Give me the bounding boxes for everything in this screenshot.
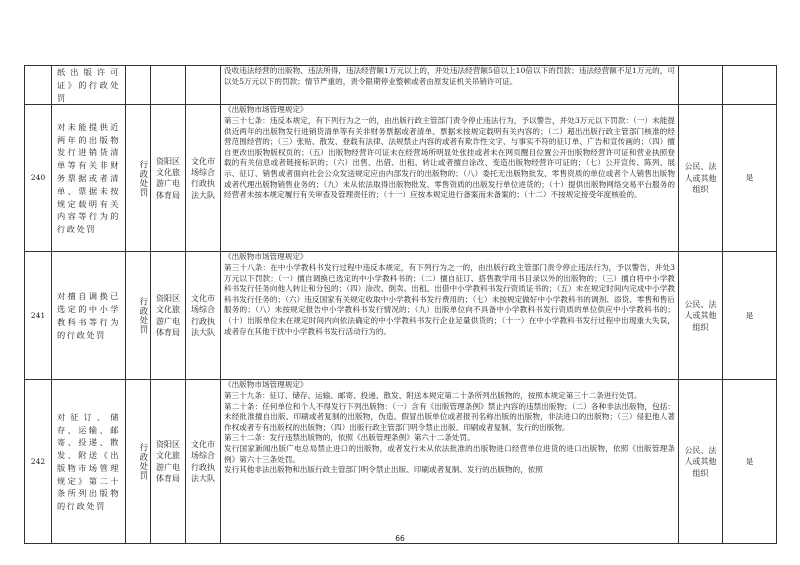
target-subject: 公民、法人或其他组织: [679, 380, 723, 544]
basis-line: 第三十七条：违反本规定，有下列行为之一的，由出版行政主管部门责令停止违法行为，予以警告，并处3万元以下罚款：（一）未能提供近两年的出版物发行进销货清单等有关非财务票据或者清单、票据未按规定载明有关内容的；（二）超出出版行政主管部门核准的经营范围经营的；（三）张贴、散发、登载有法律、法规禁止内容的或者有欺诈性文字、与事实不符的征订单、广告和宣传画的；（四）擅自更改出版物版权页的；（五）出版物经营许可证未在经营场所明显处张挂或者未在网页醒目位置公开出版物经营许可证和营业执照登载的有关信息或者链接标识的；（六）出售、出借、出租、转让或者擅自涂改、变造出版物经营许可证的；（七）公开宣传、陈列、展示、征订、销售或者面向社会公众发送规定应由内部发行的出版物的；（八）委托无出版物批发、零售资质的单位或者个人销售出版物或者代理出版物销售业务的；（九）未从依法取得出版物批发、零售资质的出版发行单位进货的；（十）提供出版物网络交易平台服务的经营者未按本规定履行有关审查及管理责任的；（十一）应按本规定进行备案而未备案的；（十二）不按规定接受年度核验的。: [224, 115, 675, 200]
matter-name: 纸出版许可证》的行政处罚: [52, 66, 126, 105]
flag-cell: 是: [723, 105, 777, 252]
table-row: [25, 252, 777, 380]
basis-line: 第三十八条：在中小学教科书发行过程中违反本规定，有下列行为之一的，由出版行政主管部门责令停止违法行为，予以警告，并处3万元以下罚款：（一）擅自调换已选定的中小学教科书的；（二）擅自征订、搭售教学用书目录以外的出版物的；（三）擅自将中小学教科书发行任务向他人转让和分包的；（四）涂改、倒卖、出租、出借中小学教科书发行资质证书的；（五）未在规定时间内完成中小学教科书发行任务的；（六）违反国家有关规定收取中小学教科书发行费用的；（七）未按规定做好中小学教科书的调剂、添货、零售和售后服务的；（八）未按规定报告中小学教科书发行情况的；（九）出版单位向不具备中小学教科书发行资质的单位供应中小学教科书的；（十）出版单位未在规定时间内向依法确定的中小学教科书发行企业足量供货的；（十一）在中小学教科书发行过程中出现重大失误，或者存在其他干扰中小学教科书发行活动行为的。: [224, 262, 675, 336]
executing-body: 文化市场综合行政执法大队: [186, 252, 221, 380]
basis-line: 发行国家新闻出版广电总局禁止进口的出版物，或者发行未从依法批准的出版物进口经营单位进货的进口出版物，依照《出版管理条例》第六十三条处罚。: [224, 443, 675, 464]
executing-body: 文化市场综合行政执法大队: [186, 380, 221, 544]
table-row: [25, 380, 777, 544]
basis-line: 第三十二条：发行违禁出版物的，依照《出版管理条例》第六十二条处罚。: [224, 433, 475, 443]
row-number: 241: [25, 252, 52, 380]
basis-source: 《出版物市场管理规定》: [224, 105, 308, 115]
flag-cell: [723, 66, 777, 105]
executing-body: 文化市场综合行政执法大队: [186, 105, 221, 252]
row-number: 242: [25, 380, 52, 544]
target-subject: [679, 66, 723, 105]
table-row: [25, 66, 777, 105]
row-number: [25, 66, 52, 105]
department: 资阳区文化旅游广电体育局: [151, 252, 186, 380]
legal-basis: [221, 105, 679, 252]
matter-name: 对擅自调换已选定的中小学教科书等行为的行政处罚: [52, 252, 126, 380]
flag-cell: 是: [723, 380, 777, 544]
matter-type: [126, 66, 151, 105]
department: 资阳区文化旅游广电体育局: [151, 380, 186, 544]
matter-type: 行政处罚: [126, 105, 151, 252]
basis-line: 发行其他非法出版物和出版行政主管部门明令禁止出版、印刷或者复制、发行的出版物的，依照: [224, 465, 543, 475]
power-list-table: [24, 65, 777, 544]
basis-line: 第二十条：任何单位和个人不得发行下列出版物：（一）含有《出版管理条例》禁止内容的违禁出版物；（二）各种非法出版物，包括：未经批准擅自出版、印刷或者复制的出版物，伪造、假冒出版单位或者报刊名称出版的出版物，非法进口的出版物；（三）侵犯他人著作权或者专有出版权的出版物；（四）出版行政主管部门明令禁止出版、印刷或者复制、发行的出版物。: [224, 401, 675, 432]
matter-name: 对未能提供近两年的出版物发行进销货清单等有关非财务票据或者清单、票据未按规定载明有关内容等行为的行政处罚: [52, 105, 126, 252]
matter-name: 对征订、储存、运输、邮寄、投递、散发、附送《出版物市场管理规定》第二十条所列出版物的行政处罚: [52, 380, 126, 544]
target-subject: 公民、法人或其他组织: [679, 105, 723, 252]
legal-basis: [221, 66, 679, 105]
legal-basis: [221, 252, 679, 380]
department: 资阳区文化旅游广电体育局: [151, 105, 186, 252]
department: [151, 66, 186, 105]
basis-source: 《出版物市场管理规定》: [224, 252, 308, 262]
basis-line: 没收违法经营的出版物、违法所得，违法经营额1万元以上的，并处违法经营额5倍以上10倍以下的罚款；违法经营额不足1万元的，可以处5万元以下的罚款；情节严重的，责令限期停业整顿或者由原发证机关吊销许可证。: [224, 66, 675, 86]
basis-line: 第三十九条：征订、储存、运输、邮寄、投递、散发、附送本规定第二十条所列出版物的，按照本规定第三十二条进行处罚。: [224, 390, 642, 400]
basis-source: 《出版物市场管理规定》: [224, 380, 308, 390]
legal-basis: [221, 380, 679, 544]
table-row: [25, 105, 777, 252]
matter-type: 行政处罚: [126, 252, 151, 380]
page-number: 66: [395, 534, 405, 543]
executing-body: [186, 66, 221, 105]
matter-type: 行政处罚: [126, 380, 151, 544]
target-subject: 公民、法人或其他组织: [679, 252, 723, 380]
row-number: 240: [25, 105, 52, 252]
flag-cell: 是: [723, 252, 777, 380]
